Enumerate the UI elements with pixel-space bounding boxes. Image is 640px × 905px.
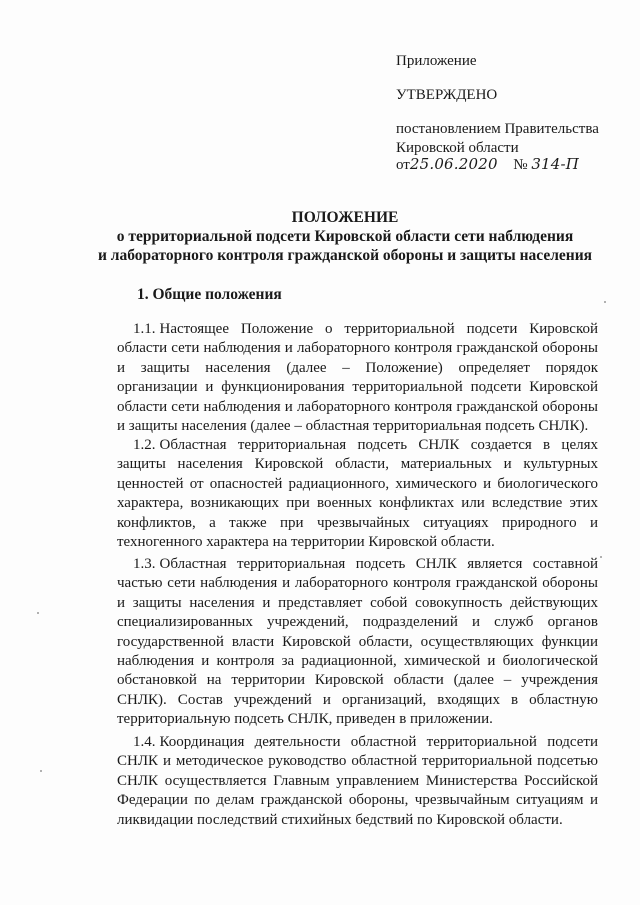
section-heading: 1. Общие положения: [137, 286, 282, 303]
number-prefix: №: [513, 157, 528, 173]
document-title: ПОЛОЖЕНИЕ: [291, 209, 399, 226]
decree-date-line: [396, 155, 579, 175]
paragraph-1-3: [117, 555, 598, 730]
attachment-label: Приложение: [396, 53, 477, 69]
paragraph-text: Координация деятельности областной территориальной подсети СНЛК и методическое руководство областной территориальной подсетью СНЛК осуществляется Главным управлением Министерства Российской Федерации по делам гражданской обороны, чрезвычайным ситуациям и ликвидации последствий стихийных бедствий по Кировской области.: [117, 734, 598, 828]
paragraph-number: 1.1.: [133, 321, 156, 337]
paragraph-1-4: [117, 733, 598, 830]
scan-speck: [37, 612, 39, 614]
document-subtitle-line-1: о территориальной подсети Кировской области сети наблюдения: [116, 228, 574, 245]
date-prefix: от: [396, 157, 410, 173]
paragraph-number: 1.4.: [133, 734, 156, 750]
paragraph-1-2: [117, 436, 598, 552]
paragraph-1-1: [117, 320, 598, 436]
paragraph-text: Областная территориальная подсеть СНЛК создается в целях защиты населения Кировской области, материальных и культурных ценностей от опасностей радиационного, химического и биологического характера, возникающих при военных конфликтах или вследствие этих конфликтов, а также при чрезвычайных ситуациях природного и техногенного характера на территории Кировской области.: [117, 437, 598, 551]
decree-number: 314-П: [531, 155, 580, 173]
paragraph-number: 1.3.: [133, 556, 156, 572]
document-subtitle-line-2: и лабораторного контроля гражданской обороны и защиты населения: [97, 247, 593, 264]
paragraph-text: Областная территориальная подсеть СНЛК является составной частью сети наблюдения и лабораторного контроля гражданской обороны и защиты населения и представляет собой совокупность действующих специализированных учреждений, подразделений и служб органов государственной власти Кировской области, осуществляющих функции наблюдения и контроля за радиационной, химической и биологической обстановкой на территории Кировской области (далее – учреждения СНЛК). Состав учреждений и организаций, входящих в областную территориальную подсеть СНЛК, приведен в приложении.: [117, 556, 598, 728]
scan-speck: [604, 301, 606, 303]
paragraph-text: Настоящее Положение о территориальной подсети Кировской области сети наблюдения и лабораторного контроля гражданской обороны и защиты населения (далее – Положение) определяет порядок организации и функционирования территориальной подсети Кировской области сети наблюдения и лабораторного контроля гражданской обороны и защиты населения (далее – областная территориальная подсеть СНЛК).: [117, 321, 598, 435]
decree-line-1: постановлением Правительства: [396, 121, 599, 137]
scan-speck: [600, 556, 602, 558]
paragraph-number: 1.2.: [133, 437, 156, 453]
decree-line-2: Кировской области: [396, 140, 519, 156]
approved-label: УТВЕРЖДЕНО: [396, 87, 498, 103]
scan-speck: [40, 770, 42, 772]
decree-date: 25.06.2020: [409, 155, 498, 173]
